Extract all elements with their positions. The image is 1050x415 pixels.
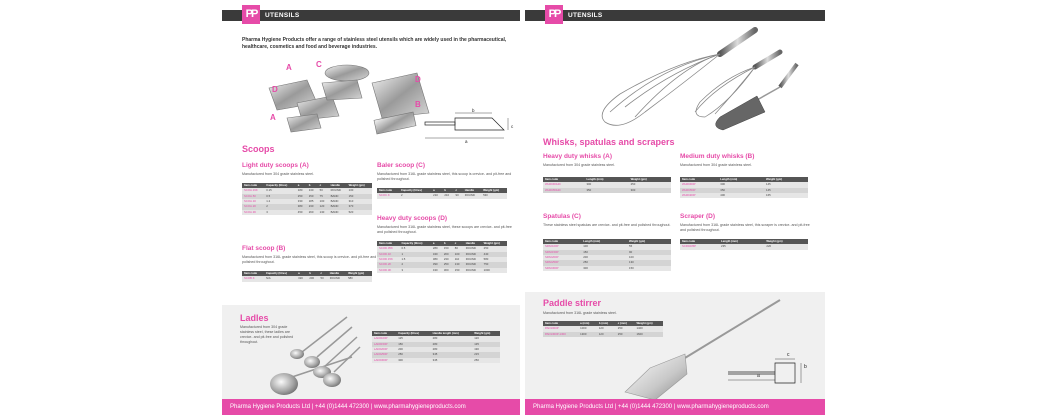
table-row <box>372 358 500 363</box>
item-code: SPA0250P <box>543 260 581 265</box>
cell: 580 <box>346 276 372 281</box>
cell: 300 <box>629 188 671 193</box>
table-row <box>680 193 808 198</box>
cell: 120 <box>597 332 616 337</box>
col-header: Weight (gm) <box>627 239 671 244</box>
cell: 135 <box>472 342 500 347</box>
cell: ROUND <box>328 276 346 281</box>
table-row <box>543 188 671 193</box>
col-header: Capacity (litres) <box>264 183 296 188</box>
col-header: Capacity (litres) <box>399 241 430 246</box>
col-header: Weight (gm) <box>481 188 507 193</box>
page-header-title: UTENSILS <box>568 12 603 19</box>
col-header: Handle <box>464 241 482 246</box>
cell: 390 <box>431 262 442 267</box>
label-a-bottom: A <box>270 113 276 122</box>
col-header: Handle <box>328 271 346 276</box>
cell: 250 <box>472 358 500 363</box>
label-b: B <box>415 100 421 109</box>
cell: 250 <box>396 352 430 357</box>
label-d-right: D <box>415 75 421 84</box>
item-code: SCOA.1K <box>242 199 264 204</box>
dim-a: a <box>757 373 760 379</box>
item-code: LAD0200P <box>372 347 396 352</box>
cell: 0.15 <box>264 188 296 193</box>
item-code: SCOC.K <box>377 193 399 198</box>
col-header: Length (mm) <box>719 239 764 244</box>
cell: 280 <box>431 342 473 347</box>
cell: 450 <box>296 210 307 215</box>
cell: 300 <box>581 266 627 271</box>
dim-c: c <box>787 352 790 358</box>
col-header: Handle <box>463 188 481 193</box>
light-duty-desc: Manufactured from 304 grade stainless steel. <box>242 172 314 176</box>
ladles-photo <box>262 312 362 398</box>
brand-logo: PP <box>545 5 563 24</box>
col-header: Weight (gm) <box>764 239 808 244</box>
medium-duty-whisks-title: Medium duty whisks (B) <box>680 153 755 160</box>
dim-a: a <box>465 139 468 144</box>
item-code: SCOD.05K <box>377 246 399 251</box>
col-header: a <box>431 241 442 246</box>
flat-scoop-desc: Manufactured from 316L grade stainless steel, this scoop is crevice- and pit-free and polished throughout. <box>242 255 377 264</box>
paddle-stirrer-desc: Manufactured from 316L grade stainless steel. <box>543 311 617 315</box>
cell: 145 <box>764 182 808 187</box>
cell: 185 <box>307 199 318 204</box>
col-header: Length (mm) <box>581 239 627 244</box>
table-row <box>543 266 671 271</box>
table-row <box>680 244 808 249</box>
page-header-title: UTENSILS <box>265 12 300 19</box>
cell: 130 <box>307 188 318 193</box>
item-code: LAD0150P <box>372 342 396 347</box>
cell: 3 <box>399 268 430 273</box>
cell: 330 <box>296 199 307 204</box>
cell: ROUND <box>329 188 347 193</box>
col-header: Length (mm) <box>585 177 629 182</box>
cell: 210 <box>431 193 442 198</box>
item-code: SPA0150P <box>543 250 581 255</box>
cell: ROUND <box>464 257 482 262</box>
col-header: Item code <box>242 183 264 188</box>
light-duty-table <box>242 183 372 215</box>
cell: 230 <box>307 204 318 209</box>
cell: 300 <box>585 182 629 187</box>
cell: 280 <box>431 246 442 251</box>
medium-duty-whisks-table <box>680 177 808 198</box>
cell: BAND <box>329 194 347 199</box>
col-header: Item code <box>372 331 396 336</box>
item-code: SPA0300P <box>543 266 581 271</box>
cell: 200 <box>396 347 430 352</box>
item-code: SCOA.19K <box>242 188 264 193</box>
cell: 230 <box>442 257 453 262</box>
page-footer: Pharma Hygiene Products Ltd | +44 (0)1444 472300 | www.pharmahygieneproducts.com <box>222 399 522 415</box>
col-header: Weight (gm) <box>629 177 671 182</box>
cell: 50 <box>318 188 329 193</box>
col-header: b <box>307 183 318 188</box>
page-header-bar <box>222 10 522 21</box>
cell: 520 <box>347 210 372 215</box>
cell: 130 <box>453 262 464 267</box>
cell: 150 <box>396 342 430 347</box>
scoops-title: Scoops <box>242 144 275 154</box>
cell: 200 <box>442 252 453 257</box>
dim-c: c <box>511 124 514 129</box>
col-header: Item code <box>377 241 399 246</box>
cell: 250 <box>616 332 635 337</box>
col-header: Handle <box>329 183 347 188</box>
cell: 1 <box>399 252 430 257</box>
cell: 200 <box>307 276 318 281</box>
item-code: SCOD.3K <box>377 268 399 273</box>
cell: 145 <box>764 188 808 193</box>
cell: 120 <box>318 204 329 209</box>
item-code: WHI0350HD <box>543 188 585 193</box>
ladles-table <box>372 331 500 363</box>
heavy-duty-whisks-desc: Manufactured from 304 grade stainless steel. <box>543 163 615 167</box>
dim-b: b <box>804 364 807 370</box>
spatulas-title: Spatulas (C) <box>543 213 581 220</box>
col-header: Length (mm) <box>718 177 764 182</box>
cell: 235 <box>719 244 764 249</box>
baler-scoop-desc: Manufactured from 316L grade stainless steel, this scoop is crevice- and pit-free and polished throughout. <box>377 172 512 181</box>
left-page <box>222 0 522 415</box>
table-row <box>242 276 372 281</box>
item-code: LAD0250P <box>372 352 396 357</box>
cell: 250 <box>296 194 307 199</box>
cell: N/A <box>264 276 296 281</box>
cell: 120 <box>597 326 616 331</box>
cell: 310 <box>347 199 372 204</box>
col-header: Item code <box>680 239 719 244</box>
item-code: PAD1300P-1300 <box>543 332 578 337</box>
cell: 2 <box>264 204 296 209</box>
cell: 210 <box>442 193 453 198</box>
cell: 750 <box>482 262 507 267</box>
col-header: Weight (gm) <box>482 241 507 246</box>
cell: 250 <box>442 262 453 267</box>
cell: 100 <box>318 199 329 204</box>
cell: 380 <box>296 204 307 209</box>
cell: 400 <box>718 193 764 198</box>
cell: 80 <box>453 246 464 251</box>
col-header: a <box>296 271 307 276</box>
cell: 2 <box>399 262 430 267</box>
cell: 530 <box>481 193 507 198</box>
cell: 370 <box>347 204 372 209</box>
brand-logo: PP <box>242 5 260 24</box>
col-header: a (mm) <box>578 321 597 326</box>
item-code: SCOA.3K <box>242 210 264 215</box>
col-header: Handle length (mm) <box>431 331 473 336</box>
cell: 180 <box>296 188 307 193</box>
cell: 300 <box>396 358 430 363</box>
cell: 150 <box>453 268 464 273</box>
cell: 350 <box>585 188 629 193</box>
cell: 2 <box>399 193 431 198</box>
col-header: Item code <box>543 177 585 182</box>
col-header: Item code <box>543 321 578 326</box>
item-code: LAD0300P <box>372 358 396 363</box>
item-code: LAD0100P <box>372 336 396 341</box>
whisks-photo <box>575 22 825 132</box>
cell: 345 <box>431 352 473 357</box>
cell: 220 <box>764 244 808 249</box>
item-code: SCR0235P <box>680 244 719 249</box>
item-code: SCOA.2K <box>242 204 264 209</box>
item-code: SCOA.50 <box>242 194 264 199</box>
cell: 1.2 <box>264 199 296 204</box>
table-row <box>242 210 372 215</box>
col-header: Weight (gm) <box>347 183 372 188</box>
cell: ROUND <box>464 246 482 251</box>
col-header: b <box>442 188 453 193</box>
item-code: WHI0300HD <box>543 182 585 187</box>
col-header: Weight (gm) <box>634 321 663 326</box>
cell: 3 <box>264 210 296 215</box>
cell: 1600 <box>634 332 663 337</box>
cell: 440 <box>482 252 507 257</box>
table-row <box>377 193 507 198</box>
col-header: Capacity (litres) <box>396 331 430 336</box>
col-header: c <box>318 183 329 188</box>
page-header-bar <box>525 10 825 21</box>
cell: 150 <box>627 266 671 271</box>
col-header: Item code <box>377 188 399 193</box>
col-header: a <box>431 188 442 193</box>
cell: 150 <box>307 194 318 199</box>
col-header: a <box>296 183 307 188</box>
flat-scoop-table <box>242 271 372 282</box>
cell: 130 <box>347 188 372 193</box>
cell: 380 <box>431 257 442 262</box>
cell: 345 <box>431 358 473 363</box>
cell: 150 <box>347 194 372 199</box>
cell: 150 <box>581 250 627 255</box>
table-row <box>377 268 507 273</box>
medium-duty-whisks-desc: Manufactured from 304 grade stainless steel. <box>680 163 752 167</box>
cell: 1300 <box>578 332 597 337</box>
cell: 130 <box>627 260 671 265</box>
cell: 215 <box>472 352 500 357</box>
cell: ROUND <box>464 268 482 273</box>
col-header: Weight (gm) <box>764 177 808 182</box>
item-code: SPA0200P <box>543 255 581 260</box>
col-header: c (mm) <box>616 321 635 326</box>
label-d-left: D <box>272 85 278 94</box>
cell: 200 <box>581 255 627 260</box>
col-header: Weight (gm) <box>472 331 500 336</box>
cell: 250 <box>629 182 671 187</box>
paddle-stirrer-title: Paddle stirrer <box>543 298 602 308</box>
cell: 1.5 <box>399 257 430 262</box>
heavy-duty-whisks-table <box>543 177 671 193</box>
cell: 190 <box>472 347 500 352</box>
whisks-section-title: Whisks, spatulas and scrapers <box>543 137 675 147</box>
cell: 430 <box>431 268 442 273</box>
col-header: Item code <box>680 177 718 182</box>
cell: 280 <box>431 336 473 341</box>
heavy-duty-scoops-title: Heavy duty scoops (D) <box>377 215 448 222</box>
cell: 340 <box>431 252 442 257</box>
heavy-duty-scoops-desc: Manufactured from 316L grade stainless steel, these scoops are crevice- and pit-free and polished throughout. <box>377 225 512 234</box>
item-code: PAD1000P <box>543 326 578 331</box>
right-page <box>525 0 825 415</box>
scoops-photo <box>257 58 437 138</box>
cell: 150 <box>442 246 453 251</box>
cell: 120 <box>472 336 500 341</box>
item-code: SPA0100P <box>543 244 581 249</box>
cell: 250 <box>581 260 627 265</box>
col-header: Weight (gm) <box>346 271 372 276</box>
cell: 580 <box>482 257 507 262</box>
cell: 350 <box>718 188 764 193</box>
item-code: SCOD.2K <box>377 262 399 267</box>
baler-scoop-title: Baler scoop (C) <box>377 162 426 169</box>
cell: 55 <box>627 244 671 249</box>
spatulas-table <box>543 239 671 271</box>
col-header: Item code <box>543 239 581 244</box>
cell: ROUND <box>463 193 481 198</box>
label-a-top: A <box>286 63 292 72</box>
cell: 250 <box>616 326 635 331</box>
cell: 110 <box>453 257 464 262</box>
spatulas-desc: These stainless steel spatulas are crevice- and pit-free and polished throughout. <box>543 223 671 227</box>
col-header: Capacity (litres) <box>399 188 431 193</box>
cell: 165 <box>764 193 808 198</box>
dim-b: b <box>472 108 475 113</box>
cell: 100 <box>627 255 671 260</box>
light-duty-title: Light duty scoops (A) <box>242 162 309 169</box>
label-c: C <box>316 60 322 69</box>
cell: 90 <box>454 193 463 198</box>
cell: 0.5 <box>264 194 296 199</box>
page-footer: Pharma Hygiene Products Ltd | +44 (0)1444 472300 | www.pharmahygieneproducts.com <box>525 399 825 415</box>
item-code: WHI0300P <box>680 182 718 187</box>
ladles-desc: Manufactured from 304 grade stainless steel, these ladles are crevice- and pit-free and polished throughout. <box>240 325 294 344</box>
cell: 90 <box>627 250 671 255</box>
baler-scoop-table <box>377 188 507 199</box>
item-code: SCOB.K <box>242 276 264 281</box>
cell: 300 <box>442 268 453 273</box>
scraper-table <box>680 239 808 250</box>
flat-scoop-title: Flat scoop (B) <box>242 245 286 252</box>
cell: 0.5 <box>399 246 430 251</box>
cell: 320 <box>296 276 307 281</box>
item-code: WHI0350P <box>680 188 718 193</box>
cell: 50 <box>319 276 328 281</box>
cell: 75 <box>318 194 329 199</box>
scraper-title: Scraper (D) <box>680 213 716 220</box>
cell: ROUND <box>464 262 482 267</box>
cell: BAND <box>329 199 347 204</box>
col-header: c <box>319 271 328 276</box>
col-header: c <box>453 241 464 246</box>
item-code: WHI0400P <box>680 193 718 198</box>
item-code: SCOD.15K <box>377 257 399 262</box>
cell: 100 <box>581 244 627 249</box>
col-header: c <box>454 188 463 193</box>
cell: 1000 <box>482 268 507 273</box>
cell: BAND <box>329 204 347 209</box>
cell: 250 <box>482 246 507 251</box>
paddle-dimension-diagram <box>723 355 813 390</box>
heavy-duty-scoops-table <box>377 241 507 273</box>
cell: 1400 <box>634 326 663 331</box>
col-header: b (mm) <box>597 321 616 326</box>
col-header: b <box>442 241 453 246</box>
ladles-title: Ladles <box>240 313 269 323</box>
cell: 125 <box>396 336 430 341</box>
col-header: b <box>307 271 318 276</box>
cell: BAND <box>329 210 347 215</box>
cell: 260 <box>307 210 318 215</box>
item-code: SCOD.1K <box>377 252 399 257</box>
cell: 100 <box>453 252 464 257</box>
cell: 280 <box>431 347 473 352</box>
cell: 130 <box>318 210 329 215</box>
cell: 300 <box>718 182 764 187</box>
heavy-duty-whisks-title: Heavy duty whisks (A) <box>543 153 612 160</box>
col-header: Item code <box>242 271 264 276</box>
cell: ROUND <box>464 252 482 257</box>
intro-text: Pharma Hygiene Products offer a range of stainless steel utensils which are widely used in the pharmaceutical, healthcare, cosmetics and food and beverage industries. <box>242 37 507 50</box>
col-header: Capacity (litres) <box>264 271 296 276</box>
cell: 1000 <box>578 326 597 331</box>
scraper-desc: Manufactured from 316L grade stainless steel, this scraper is crevice- and pit-free and polished throughout. <box>680 223 810 232</box>
